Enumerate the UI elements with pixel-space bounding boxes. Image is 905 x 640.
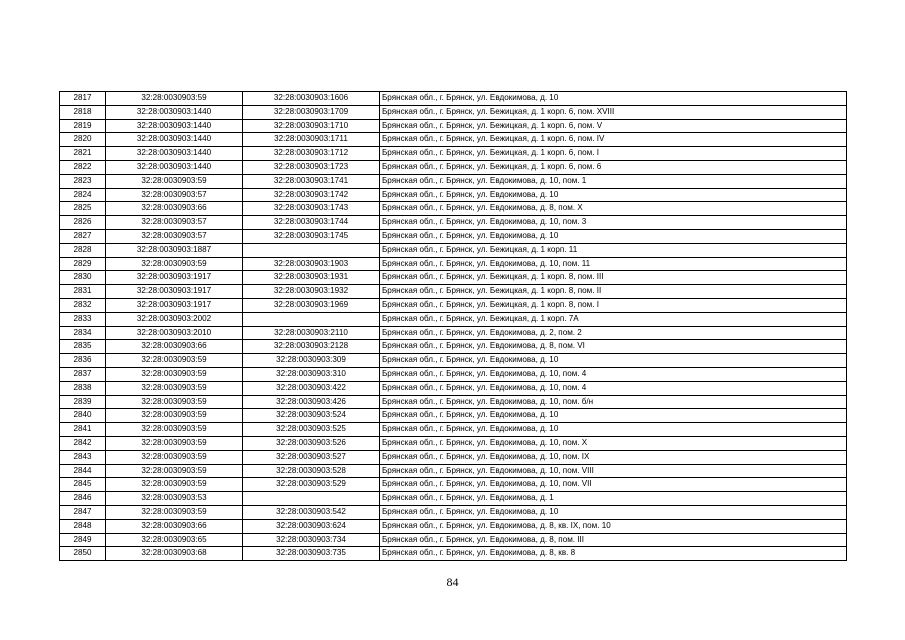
parcel-number-cell: 32:28:0030903:57 bbox=[106, 188, 243, 202]
table-row bbox=[60, 174, 847, 188]
parcel-number-cell: 32:28:0030903:59 bbox=[106, 354, 243, 368]
parcel-number-cell: 32:28:0030903:57 bbox=[106, 229, 243, 243]
parcel-number-cell: 32:28:0030903:1917 bbox=[106, 285, 243, 299]
address-cell: Брянская обл., г. Брянск, ул. Бежицкая, д. 1 корп. 6, пом. 6 bbox=[380, 160, 847, 174]
table-row bbox=[60, 271, 847, 285]
parcel-number-cell: 32:28:0030903:59 bbox=[106, 92, 243, 106]
object-number-cell: 32:28:0030903:1931 bbox=[243, 271, 380, 285]
address-cell: Брянская обл., г. Брянск, ул. Евдокимова, д. 10 bbox=[380, 423, 847, 437]
row-number-cell: 2830 bbox=[60, 271, 106, 285]
table-row bbox=[60, 367, 847, 381]
address-cell: Брянская обл., г. Брянск, ул. Евдокимова, д. 10 bbox=[380, 505, 847, 519]
parcel-number-cell: 32:28:0030903:59 bbox=[106, 450, 243, 464]
row-number-cell: 2841 bbox=[60, 423, 106, 437]
parcel-number-cell: 32:28:0030903:57 bbox=[106, 216, 243, 230]
object-number-cell: 32:28:0030903:1709 bbox=[243, 105, 380, 119]
object-number-cell: 32:28:0030903:525 bbox=[243, 423, 380, 437]
parcel-number-cell: 32:28:0030903:66 bbox=[106, 340, 243, 354]
address-cell: Брянская обл., г. Брянск, ул. Бежицкая, д. 1 корп. 8, пом. II bbox=[380, 285, 847, 299]
address-cell: Брянская обл., г. Брянск, ул. Бежицкая, д. 1 корп. 8, пом. III bbox=[380, 271, 847, 285]
address-cell: Брянская обл., г. Брянск, ул. Евдокимова, д. 10 bbox=[380, 92, 847, 106]
row-number-cell: 2837 bbox=[60, 367, 106, 381]
row-number-cell: 2817 bbox=[60, 92, 106, 106]
address-cell: Брянская обл., г. Брянск, ул. Евдокимова, д. 8, пом. III bbox=[380, 533, 847, 547]
object-number-cell: 32:28:0030903:624 bbox=[243, 519, 380, 533]
address-cell: Брянская обл., г. Брянск, ул. Бежицкая, д. 1 корп. 6, пом. XVIII bbox=[380, 105, 847, 119]
row-number-cell: 2846 bbox=[60, 492, 106, 506]
object-number-cell: 32:28:0030903:1744 bbox=[243, 216, 380, 230]
address-cell: Брянская обл., г. Брянск, ул. Евдокимова, д. 10, пом. 11 bbox=[380, 257, 847, 271]
row-number-cell: 2836 bbox=[60, 354, 106, 368]
object-number-cell: 32:28:0030903:1723 bbox=[243, 160, 380, 174]
table-row bbox=[60, 395, 847, 409]
row-number-cell: 2824 bbox=[60, 188, 106, 202]
table-row bbox=[60, 105, 847, 119]
address-cell: Брянская обл., г. Брянск, ул. Бежицкая, д. 1 корп. 11 bbox=[380, 243, 847, 257]
object-number-cell: 32:28:0030903:735 bbox=[243, 547, 380, 561]
address-cell: Брянская обл., г. Брянск, ул. Евдокимова, д. 8, кв. 8 bbox=[380, 547, 847, 561]
address-cell: Брянская обл., г. Брянск, ул. Евдокимова, д. 8, пом. X bbox=[380, 202, 847, 216]
parcel-number-cell: 32:28:0030903:1440 bbox=[106, 147, 243, 161]
address-cell: Брянская обл., г. Брянск, ул. Евдокимова, д. 10, пом. 4 bbox=[380, 367, 847, 381]
object-number-cell: 32:28:0030903:1710 bbox=[243, 119, 380, 133]
row-number-cell: 2849 bbox=[60, 533, 106, 547]
parcel-number-cell: 32:28:0030903:59 bbox=[106, 257, 243, 271]
parcel-number-cell: 32:28:0030903:59 bbox=[106, 367, 243, 381]
address-cell: Брянская обл., г. Брянск, ул. Евдокимова, д. 10, пом. VIII bbox=[380, 464, 847, 478]
table-body bbox=[60, 92, 847, 561]
page-number: 84 bbox=[446, 575, 459, 589]
object-number-cell: 32:28:0030903:524 bbox=[243, 409, 380, 423]
parcel-number-cell: 32:28:0030903:59 bbox=[106, 174, 243, 188]
table-row bbox=[60, 133, 847, 147]
address-cell: Брянская обл., г. Брянск, ул. Евдокимова, д. 10 bbox=[380, 188, 847, 202]
row-number-cell: 2823 bbox=[60, 174, 106, 188]
object-number-cell: 32:28:0030903:426 bbox=[243, 395, 380, 409]
object-number-cell bbox=[243, 243, 380, 257]
row-number-cell: 2839 bbox=[60, 395, 106, 409]
table-row bbox=[60, 492, 847, 506]
row-number-cell: 2818 bbox=[60, 105, 106, 119]
parcel-number-cell: 32:28:0030903:66 bbox=[106, 519, 243, 533]
table-row bbox=[60, 188, 847, 202]
row-number-cell: 2826 bbox=[60, 216, 106, 230]
table-row bbox=[60, 340, 847, 354]
table-row bbox=[60, 119, 847, 133]
table-row bbox=[60, 409, 847, 423]
row-number-cell: 2842 bbox=[60, 436, 106, 450]
parcel-number-cell: 32:28:0030903:59 bbox=[106, 478, 243, 492]
address-cell: Брянская обл., г. Брянск, ул. Евдокимова, д. 10 bbox=[380, 354, 847, 368]
object-number-cell: 32:28:0030903:528 bbox=[243, 464, 380, 478]
object-number-cell: 32:28:0030903:1743 bbox=[243, 202, 380, 216]
address-cell: Брянская обл., г. Брянск, ул. Евдокимова, д. 10, пом. 1 bbox=[380, 174, 847, 188]
table-row bbox=[60, 202, 847, 216]
object-number-cell: 32:28:0030903:1745 bbox=[243, 229, 380, 243]
address-cell: Брянская обл., г. Брянск, ул. Бежицкая, д. 1 корп. 6, пом. IV bbox=[380, 133, 847, 147]
parcel-number-cell: 32:28:0030903:1440 bbox=[106, 160, 243, 174]
object-number-cell: 32:28:0030903:1742 bbox=[243, 188, 380, 202]
table-row bbox=[60, 505, 847, 519]
table-row bbox=[60, 326, 847, 340]
table-row bbox=[60, 216, 847, 230]
parcel-number-cell: 32:28:0030903:59 bbox=[106, 436, 243, 450]
address-cell: Брянская обл., г. Брянск, ул. Евдокимова, д. 10 bbox=[380, 229, 847, 243]
table-row bbox=[60, 257, 847, 271]
object-number-cell: 32:28:0030903:526 bbox=[243, 436, 380, 450]
row-number-cell: 2834 bbox=[60, 326, 106, 340]
row-number-cell: 2821 bbox=[60, 147, 106, 161]
address-cell: Брянская обл., г. Брянск, ул. Бежицкая, д. 1 корп. 7А bbox=[380, 312, 847, 326]
object-number-cell: 32:28:0030903:542 bbox=[243, 505, 380, 519]
parcel-number-cell: 32:28:0030903:1917 bbox=[106, 298, 243, 312]
address-cell: Брянская обл., г. Брянск, ул. Евдокимова, д. 10, пом. IX bbox=[380, 450, 847, 464]
address-cell: Брянская обл., г. Брянск, ул. Бежицкая, д. 1 корп. 6, пом. V bbox=[380, 119, 847, 133]
table-row bbox=[60, 423, 847, 437]
row-number-cell: 2822 bbox=[60, 160, 106, 174]
row-number-cell: 2833 bbox=[60, 312, 106, 326]
row-number-cell: 2832 bbox=[60, 298, 106, 312]
row-number-cell: 2848 bbox=[60, 519, 106, 533]
parcel-number-cell: 32:28:0030903:65 bbox=[106, 533, 243, 547]
row-number-cell: 2828 bbox=[60, 243, 106, 257]
object-number-cell: 32:28:0030903:2128 bbox=[243, 340, 380, 354]
parcel-number-cell: 32:28:0030903:2002 bbox=[106, 312, 243, 326]
parcel-number-cell: 32:28:0030903:59 bbox=[106, 423, 243, 437]
row-number-cell: 2838 bbox=[60, 381, 106, 395]
parcel-number-cell: 32:28:0030903:59 bbox=[106, 464, 243, 478]
row-number-cell: 2835 bbox=[60, 340, 106, 354]
table-row bbox=[60, 450, 847, 464]
object-number-cell: 32:28:0030903:1711 bbox=[243, 133, 380, 147]
row-number-cell: 2843 bbox=[60, 450, 106, 464]
parcel-number-cell: 32:28:0030903:1887 bbox=[106, 243, 243, 257]
address-cell: Брянская обл., г. Брянск, ул. Евдокимова, д. 10, пом. 4 bbox=[380, 381, 847, 395]
cadastral-table bbox=[59, 91, 847, 561]
address-cell: Брянская обл., г. Брянск, ул. Евдокимова, д. 2, пом. 2 bbox=[380, 326, 847, 340]
address-cell: Брянская обл., г. Брянск, ул. Евдокимова, д. 10, пом. VII bbox=[380, 478, 847, 492]
address-cell: Брянская обл., г. Брянск, ул. Бежицкая, д. 1 корп. 6, пом. I bbox=[380, 147, 847, 161]
table-row bbox=[60, 312, 847, 326]
address-cell: Брянская обл., г. Брянск, ул. Евдокимова, д. 8, пом. VI bbox=[380, 340, 847, 354]
address-cell: Брянская обл., г. Брянск, ул. Евдокимова, д. 10, пом. 3 bbox=[380, 216, 847, 230]
parcel-number-cell: 32:28:0030903:2010 bbox=[106, 326, 243, 340]
table-row bbox=[60, 464, 847, 478]
table-row bbox=[60, 160, 847, 174]
table-row bbox=[60, 519, 847, 533]
table-row bbox=[60, 436, 847, 450]
object-number-cell: 32:28:0030903:422 bbox=[243, 381, 380, 395]
table-row bbox=[60, 92, 847, 106]
object-number-cell: 32:28:0030903:310 bbox=[243, 367, 380, 381]
object-number-cell bbox=[243, 312, 380, 326]
row-number-cell: 2825 bbox=[60, 202, 106, 216]
address-cell: Брянская обл., г. Брянск, ул. Евдокимова, д. 10 bbox=[380, 409, 847, 423]
row-number-cell: 2829 bbox=[60, 257, 106, 271]
address-cell: Брянская обл., г. Брянск, ул. Евдокимова, д. 8, кв. IX, пом. 10 bbox=[380, 519, 847, 533]
parcel-number-cell: 32:28:0030903:1440 bbox=[106, 133, 243, 147]
row-number-cell: 2847 bbox=[60, 505, 106, 519]
object-number-cell: 32:28:0030903:529 bbox=[243, 478, 380, 492]
row-number-cell: 2819 bbox=[60, 119, 106, 133]
object-number-cell: 32:28:0030903:2110 bbox=[243, 326, 380, 340]
object-number-cell: 32:28:0030903:1969 bbox=[243, 298, 380, 312]
object-number-cell: 32:28:0030903:1903 bbox=[243, 257, 380, 271]
parcel-number-cell: 32:28:0030903:66 bbox=[106, 202, 243, 216]
table-row bbox=[60, 381, 847, 395]
object-number-cell: 32:28:0030903:309 bbox=[243, 354, 380, 368]
parcel-number-cell: 32:28:0030903:1440 bbox=[106, 119, 243, 133]
table-row bbox=[60, 229, 847, 243]
table-row bbox=[60, 147, 847, 161]
row-number-cell: 2831 bbox=[60, 285, 106, 299]
table-row bbox=[60, 285, 847, 299]
object-number-cell: 32:28:0030903:527 bbox=[243, 450, 380, 464]
address-cell: Брянская обл., г. Брянск, ул. Бежицкая, д. 1 корп. 8, пом. I bbox=[380, 298, 847, 312]
table-row bbox=[60, 243, 847, 257]
row-number-cell: 2850 bbox=[60, 547, 106, 561]
table-row bbox=[60, 547, 847, 561]
address-cell: Брянская обл., г. Брянск, ул. Евдокимова, д. 1 bbox=[380, 492, 847, 506]
table-row bbox=[60, 478, 847, 492]
row-number-cell: 2845 bbox=[60, 478, 106, 492]
table-row bbox=[60, 298, 847, 312]
object-number-cell: 32:28:0030903:1741 bbox=[243, 174, 380, 188]
parcel-number-cell: 32:28:0030903:59 bbox=[106, 409, 243, 423]
parcel-number-cell: 32:28:0030903:53 bbox=[106, 492, 243, 506]
parcel-number-cell: 32:28:0030903:59 bbox=[106, 395, 243, 409]
table-row bbox=[60, 354, 847, 368]
parcel-number-cell: 32:28:0030903:59 bbox=[106, 381, 243, 395]
parcel-number-cell: 32:28:0030903:59 bbox=[106, 505, 243, 519]
object-number-cell bbox=[243, 492, 380, 506]
row-number-cell: 2820 bbox=[60, 133, 106, 147]
object-number-cell: 32:28:0030903:1932 bbox=[243, 285, 380, 299]
parcel-number-cell: 32:28:0030903:68 bbox=[106, 547, 243, 561]
object-number-cell: 32:28:0030903:734 bbox=[243, 533, 380, 547]
row-number-cell: 2827 bbox=[60, 229, 106, 243]
parcel-number-cell: 32:28:0030903:1440 bbox=[106, 105, 243, 119]
table-row bbox=[60, 533, 847, 547]
address-cell: Брянская обл., г. Брянск, ул. Евдокимова, д. 10, пом. X bbox=[380, 436, 847, 450]
row-number-cell: 2840 bbox=[60, 409, 106, 423]
row-number-cell: 2844 bbox=[60, 464, 106, 478]
object-number-cell: 32:28:0030903:1606 bbox=[243, 92, 380, 106]
parcel-number-cell: 32:28:0030903:1917 bbox=[106, 271, 243, 285]
object-number-cell: 32:28:0030903:1712 bbox=[243, 147, 380, 161]
address-cell: Брянская обл., г. Брянск, ул. Евдокимова, д. 10, пом. б/н bbox=[380, 395, 847, 409]
